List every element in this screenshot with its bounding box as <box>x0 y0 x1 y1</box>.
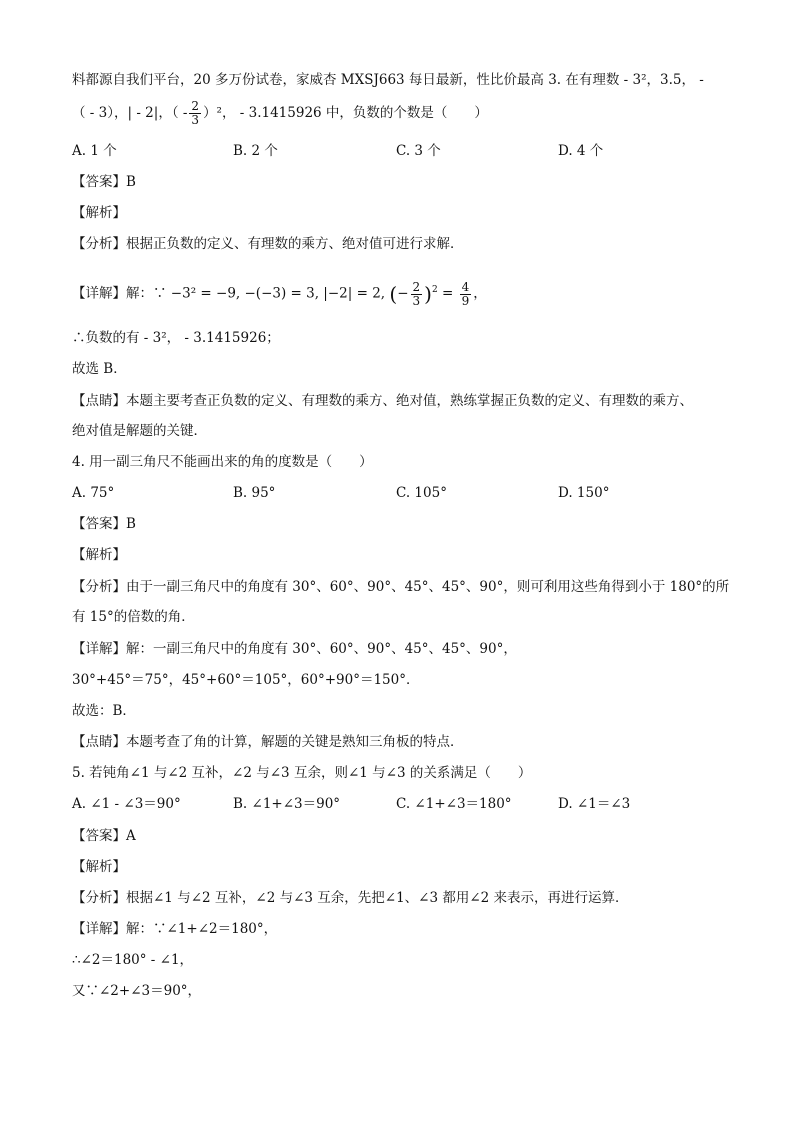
q5-detail1: 【详解】解：∵∠1+∠2＝180°， <box>72 921 278 937</box>
q3-line2-b: ）²， - 3.1415926 中，负数的个数是（ ） <box>203 105 488 121</box>
q4-option-c: C. 105° <box>396 485 447 501</box>
q3-option-b: B. 2 个 <box>233 143 278 159</box>
q3-choose: 故选 B． <box>72 361 127 377</box>
q4-option-a: A. 75° <box>72 485 115 501</box>
q5-fenxi: 【分析】根据∠1 与∠2 互补，∠2 与∠3 互余，先把∠1、∠3 都用∠2 来表示，再进行运算． <box>72 890 629 906</box>
q5-detail3: 又∵∠2+∠3＝90°， <box>72 983 202 999</box>
q3-line1: 料都源自我们平台，20 多万份试卷，家威杏 MXSJ663 每日最新，性比价最高 3. 在有理数 - 3²，3.5， - <box>72 72 704 88</box>
q3-detail: 【详解】解：∵ −3² = −9, −(−3) = 3, |−2| = 2, (− $\frac{2}{3}$ )$^2$ = $\frac{4}{9}$ ， <box>72 279 487 308</box>
q3-dianjing2: 绝对值是解题的关键． <box>72 423 207 439</box>
q5-jiexi: 【解析】 <box>72 859 126 875</box>
q3-detail-eq: = <box>441 285 454 302</box>
q3-option-a: A. 1 个 <box>72 143 117 159</box>
q5-question: 5. 若钝角∠1 与∠2 互补，∠2 与∠3 互余，则∠1 与∠3 的关系满足（ ） <box>72 765 532 781</box>
q3-option-d: D. 4 个 <box>558 143 604 159</box>
q4-fenxi2: 有 15°的倍数的角． <box>72 609 195 625</box>
q5-option-d: D. ∠1＝∠3 <box>558 796 631 812</box>
q3-jiexi: 【解析】 <box>72 205 126 221</box>
q3-fraction <box>189 100 201 127</box>
q3-line2-a: （ - 3），| - 2|，（ - <box>72 105 188 121</box>
q5-option-a: A. ∠1 - ∠3＝90° <box>72 796 181 812</box>
q3-line2 <box>72 100 488 127</box>
q4-option-d: D. 150° <box>558 485 610 501</box>
q3-detail-expr-a: −3² = −9, −(−3) = 3, |−2| = 2, <box>170 285 386 302</box>
q3-frac-den: 3 <box>191 113 200 127</box>
q3-dianjing1: 【点睛】本题主要考查正负数的定义、有理数的乘方、绝对值，熟练掌握正负数的定义、有理数的乘方、 <box>72 393 693 409</box>
q4-question: 4. 用一副三角尺不能画出来的角的度数是（ ） <box>72 454 373 470</box>
q3-neg: ∴负数的有 - 3²， - 3.1415926； <box>72 330 280 346</box>
q4-jiexi: 【解析】 <box>72 547 126 563</box>
q4-option-b: B. 95° <box>233 485 276 501</box>
q5-detail2: ∴∠2＝180° - ∠1， <box>72 952 194 968</box>
q5-answer: 【答案】A <box>72 828 136 844</box>
q3-frac-num: 2 <box>191 99 200 113</box>
q3-detail-frac: $\frac{2}{3}$ <box>412 279 421 308</box>
q4-detail1: 【详解】解：一副三角尺中的角度有 30°、60°、90°、45°、45°、90°， <box>72 641 517 657</box>
q3-answer: 【答案】B <box>72 174 136 190</box>
q4-detail2: 30°+45°＝75°，45°+60°＝105°，60°+90°＝150°． <box>72 672 420 688</box>
q4-fenxi1: 【分析】由于一副三角尺中的角度有 30°、60°、90°、45°、45°、90°，则可利用这些角得到小于 180°的所 <box>72 579 730 595</box>
q3-detail-prefix: 【详解】解：∵ <box>72 285 167 302</box>
q4-dianjing: 【点睛】本题考查了角的计算，解题的关键是熟知三角板的特点． <box>72 734 464 750</box>
q3-fenxi: 【分析】根据正负数的定义、有理数的乘方、绝对值可进行求解． <box>72 236 464 252</box>
q3-detail-result: $\frac{4}{9}$ <box>461 279 470 308</box>
q5-option-c: C. ∠1+∠3＝180° <box>396 796 512 812</box>
q5-option-b: B. ∠1+∠3＝90° <box>233 796 341 812</box>
q4-answer: 【答案】B <box>72 516 136 532</box>
q4-choose: 故选：B． <box>72 703 136 719</box>
q3-option-c: C. 3 个 <box>396 143 441 159</box>
